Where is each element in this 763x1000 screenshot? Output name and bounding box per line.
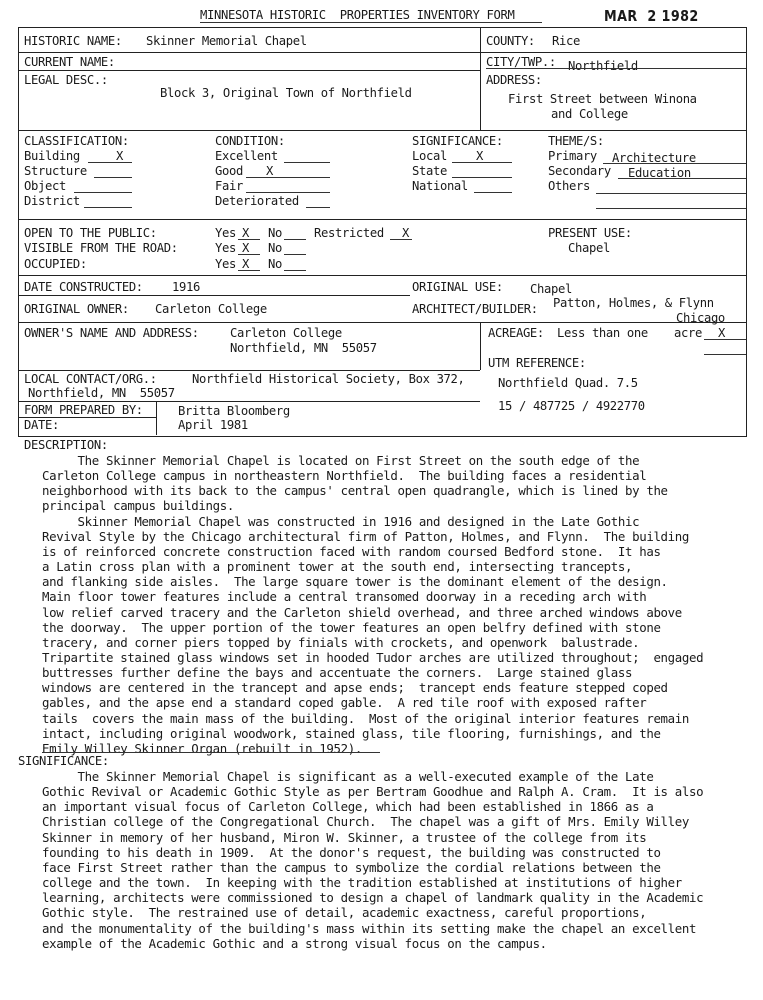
significance-line: college and the town. In keeping with the tradition established at institutions of higher xyxy=(42,875,682,891)
themes-label: THEME/S: xyxy=(548,134,604,148)
divider-row3 xyxy=(18,130,746,131)
historic-name-label: HISTORIC NAME: xyxy=(24,34,122,48)
cond-deteriorated-label: Deteriorated xyxy=(215,194,299,208)
frame-right xyxy=(746,27,747,437)
divider-row8 xyxy=(18,370,480,371)
visible-yes-mark: X xyxy=(242,241,249,255)
divider-row6 xyxy=(18,295,410,296)
condition-label: CONDITION: xyxy=(215,134,285,148)
class-district-line xyxy=(84,207,132,208)
cond-good-mark: X xyxy=(266,164,273,178)
local-contact-label: LOCAL CONTACT/ORG.: xyxy=(24,372,157,386)
open-yes-mark: X xyxy=(242,226,249,240)
sig-national-label: National xyxy=(412,179,468,193)
cond-excellent-line xyxy=(284,162,330,163)
description-line: the doorway. The upper portion of the tower features an open belfry defined with stone xyxy=(42,619,661,635)
utm-quad: Northfield Quad. 7.5 xyxy=(498,376,638,390)
description-line: low relief carved tracery and the Carleton shield overhead, and three arched windows above xyxy=(42,604,682,620)
significance-line: founding to his death in 1909. At the donor's request, the building was constructed to xyxy=(42,844,661,860)
frame-bottom xyxy=(18,436,746,437)
acreage-line xyxy=(704,339,746,340)
description-line: is of reinforced concrete construction faced with random coursed Bedford stone. It has xyxy=(42,543,661,559)
divider-prepared xyxy=(156,401,157,435)
divider-row1 xyxy=(18,52,746,53)
date-constructed-label: DATE CONSTRUCTED: xyxy=(24,280,143,294)
architect-label: ARCHITECT/BUILDER: xyxy=(412,302,538,316)
description-label: DESCRIPTION: xyxy=(24,438,108,452)
class-building-line xyxy=(88,162,132,163)
description-line: tails covers the main mass of the building. Most of the original interior features remain xyxy=(42,710,689,726)
original-owner-label: ORIGINAL OWNER: xyxy=(24,302,129,316)
county-value: Rice xyxy=(552,34,580,48)
class-structure-line xyxy=(94,177,132,178)
sig-state-label: State xyxy=(412,164,447,178)
description-line: Tripartite stained glass windows set in hooded Tudor arches are utilized throughout; engaged xyxy=(42,649,704,665)
description-line: and flanking side aisles. The large square tower is the dominant element of the design. xyxy=(42,574,668,590)
occupied-yes-label: Yes xyxy=(215,257,236,271)
significance-line: The Skinner Memorial Chapel is significant as a well-executed example of the Late xyxy=(42,769,654,784)
significance-line: face First Street rather than the campus to symbolize the cordial relations between the xyxy=(42,859,661,875)
significance-box-label: SIGNIFICANCE: xyxy=(412,134,503,148)
significance-line: Skinner in memory of her husband, Miron W. Skinner, a trustee of the college from its xyxy=(42,829,647,845)
divider-owner-acreage xyxy=(480,322,481,370)
present-use-value: Chapel xyxy=(568,241,610,255)
class-structure-label: Structure xyxy=(24,164,87,178)
frame-left xyxy=(18,27,19,437)
class-object-label: Object xyxy=(24,179,66,193)
description-line: a Latin cross plan with a prominent tower at the south end, intersecting trancepts, xyxy=(42,559,633,575)
divider-row7 xyxy=(18,322,746,323)
description-line: Revival Style by the Chicago architectural firm of Patton, Holmes, and Flynn. The building xyxy=(42,528,689,544)
theme-secondary-line xyxy=(618,178,746,179)
cond-excellent-label: Excellent xyxy=(215,149,278,163)
occupied-label: OCCUPIED: xyxy=(24,257,87,271)
historic-name-value: Skinner Memorial Chapel xyxy=(146,34,307,48)
form-prepared-label: FORM PREPARED BY: xyxy=(24,403,143,417)
significance-line: an important visual focus of Carleton College, which had been established in 1866 as a xyxy=(42,799,654,815)
cond-good-line xyxy=(246,177,330,178)
theme-others-line2 xyxy=(596,208,746,209)
theme-secondary-value: Education xyxy=(628,166,691,180)
open-yes-line xyxy=(238,239,260,240)
classification-label: CLASSIFICATION: xyxy=(24,134,129,148)
open-public-label: OPEN TO THE PUBLIC: xyxy=(24,226,157,240)
theme-primary-value: Architecture xyxy=(612,151,696,165)
occupied-yes-mark: X xyxy=(242,257,249,271)
acreage-label: ACREAGE: xyxy=(488,326,544,340)
open-no-label: No xyxy=(268,226,282,240)
significance-line: example of the Academic Gothic and a strong visual focus on the campus. xyxy=(42,935,547,951)
class-district-label: District xyxy=(24,194,80,208)
city-twp-label: CITY/TWP.: xyxy=(486,55,556,69)
significance-label: SIGNIFICANCE: xyxy=(18,754,109,768)
cond-good-label: Good xyxy=(215,164,243,178)
sig-state-line xyxy=(452,177,512,178)
restricted-mark: X xyxy=(402,226,409,240)
original-use-value: Chapel xyxy=(530,282,572,296)
divider-row4 xyxy=(18,219,746,220)
architect-line2: Chicago xyxy=(676,311,725,325)
current-name-label: CURRENT NAME: xyxy=(24,55,115,69)
open-no-line xyxy=(284,239,306,240)
city-twp-underline xyxy=(486,68,746,69)
architect-line1: Patton, Holmes, & Flynn xyxy=(553,296,714,310)
significance-line: learning, architects were commissioned to design a chapel of landmark quality in the Academic xyxy=(42,890,704,906)
open-yes-label: Yes xyxy=(215,226,236,240)
acreage-unit: acre xyxy=(674,326,702,340)
sig-local-mark: X xyxy=(476,149,483,163)
theme-others-label: Others xyxy=(548,179,590,193)
visible-yes-line xyxy=(238,254,260,255)
acreage-line2 xyxy=(704,354,746,355)
significance-line: Gothic style. The restrained use of detail, academic exactness, careful proportions, xyxy=(42,905,647,921)
theme-others-line xyxy=(596,193,746,194)
restricted-line xyxy=(390,239,412,240)
significance-line: Christian college of the Congregational Church. The chapel was a gift of Mrs. Emily Willey xyxy=(42,814,689,830)
form-title: MINNESOTA HISTORIC PROPERTIES INVENTORY FORM xyxy=(200,8,515,22)
description-line: Skinner Memorial Chapel was constructed in 1916 and designed in the Late Gothic xyxy=(42,513,640,529)
divider-name-county xyxy=(480,27,481,130)
description-line: Emily Willey Skinner Organ (rebuilt in 1952). xyxy=(42,740,362,756)
description-line: buttresses further define the bays and accentuate the corners. Large stained glass xyxy=(42,665,633,681)
description-line: windows are centered in the trancept and apse ends; trancept ends feature stepped coped xyxy=(42,680,668,696)
occupied-no-line xyxy=(284,270,306,271)
local-contact-line1: Northfield Historical Society, Box 372, xyxy=(192,372,465,386)
county-label: COUNTY: xyxy=(486,34,535,48)
utm-coords: 15 / 487725 / 4922770 xyxy=(498,399,645,413)
city-twp-value: Northfield xyxy=(568,59,638,73)
present-use-label: PRESENT USE: xyxy=(548,226,632,240)
received-date-stamp: MAR 2 1982 xyxy=(604,7,699,25)
divider-row2 xyxy=(18,70,480,71)
owner-line2: Northfield, MN 55057 xyxy=(230,341,377,355)
original-owner-value: Carleton College xyxy=(155,302,267,316)
restricted-label: Restricted xyxy=(314,226,384,240)
frame-top xyxy=(18,27,746,28)
sig-national-line xyxy=(474,192,512,193)
utm-label: UTM REFERENCE: xyxy=(488,356,586,370)
visible-road-label: VISIBLE FROM THE ROAD: xyxy=(24,241,178,255)
sig-local-label: Local xyxy=(412,149,447,163)
visible-no-line xyxy=(284,254,306,255)
cond-fair-line xyxy=(246,192,330,193)
description-line: neighborhood with its back to the campus' central open quadrangle, which is lined by the xyxy=(42,483,668,499)
description-line: principal campus buildings. xyxy=(42,498,234,514)
description-line: Main floor tower features include a central transomed doorway in a receding arch with xyxy=(42,589,647,605)
class-building-label: Building xyxy=(24,149,80,163)
divider-row5 xyxy=(18,275,746,276)
divider-row9 xyxy=(18,401,480,402)
acreage-mark: X xyxy=(718,326,725,340)
occupied-no-label: No xyxy=(268,257,282,271)
visible-yes-label: Yes xyxy=(215,241,236,255)
cond-fair-label: Fair xyxy=(215,179,243,193)
original-use-label: ORIGINAL USE: xyxy=(412,280,503,294)
owner-line1: Carleton College xyxy=(230,326,342,340)
address-line2: and College xyxy=(551,107,628,121)
legal-desc-label: LEGAL DESC.: xyxy=(24,73,108,87)
significance-line: Gothic Revival or Academic Gothic Style as per Bertram Goodhue and Ralph A. Cram. It is also xyxy=(42,784,704,800)
owner-label: OWNER'S NAME AND ADDRESS: xyxy=(24,326,199,340)
description-line: Carleton College campus in northeastern Northfield. The building faces a residential xyxy=(42,468,647,484)
local-contact-line2: Northfield, MN 55057 xyxy=(28,386,175,400)
theme-primary-label: Primary xyxy=(548,149,597,163)
date-label: DATE: xyxy=(24,418,59,432)
class-object-line xyxy=(74,192,132,193)
legal-desc-value: Block 3, Original Town of Northfield xyxy=(160,86,412,100)
acreage-value: Less than one xyxy=(557,326,648,340)
theme-primary-line xyxy=(603,163,746,164)
cond-deteriorated-line xyxy=(306,207,330,208)
date-value: April 1981 xyxy=(178,418,248,432)
class-building-mark: X xyxy=(116,149,123,163)
significance-line: and the monumentality of the building's mass within its setting make the chapel an excellent xyxy=(42,920,697,936)
visible-no-label: No xyxy=(268,241,282,255)
address-label: ADDRESS: xyxy=(486,73,542,87)
form-title-underline xyxy=(200,22,542,23)
divider-row10 xyxy=(18,417,156,418)
description-line: tracery, and corner piers topped by finials with crockets, and openwork balustrade. xyxy=(42,634,640,650)
description-line: gables, and the apse end a standard coped gable. A red tile roof with exposed rafter xyxy=(42,695,647,711)
occupied-yes-line xyxy=(238,270,260,271)
address-line1: First Street between Winona xyxy=(508,92,697,106)
theme-secondary-label: Secondary xyxy=(548,164,611,178)
form-prepared-value: Britta Bloomberg xyxy=(178,404,290,418)
description-line: The Skinner Memorial Chapel is located on First Street on the south edge of the xyxy=(42,453,640,468)
description-line: intact, including original woodwork, stained glass, tile flooring, furnishings, and the xyxy=(42,725,661,741)
date-constructed-value: 1916 xyxy=(172,280,200,294)
description-end-underline xyxy=(42,752,380,753)
